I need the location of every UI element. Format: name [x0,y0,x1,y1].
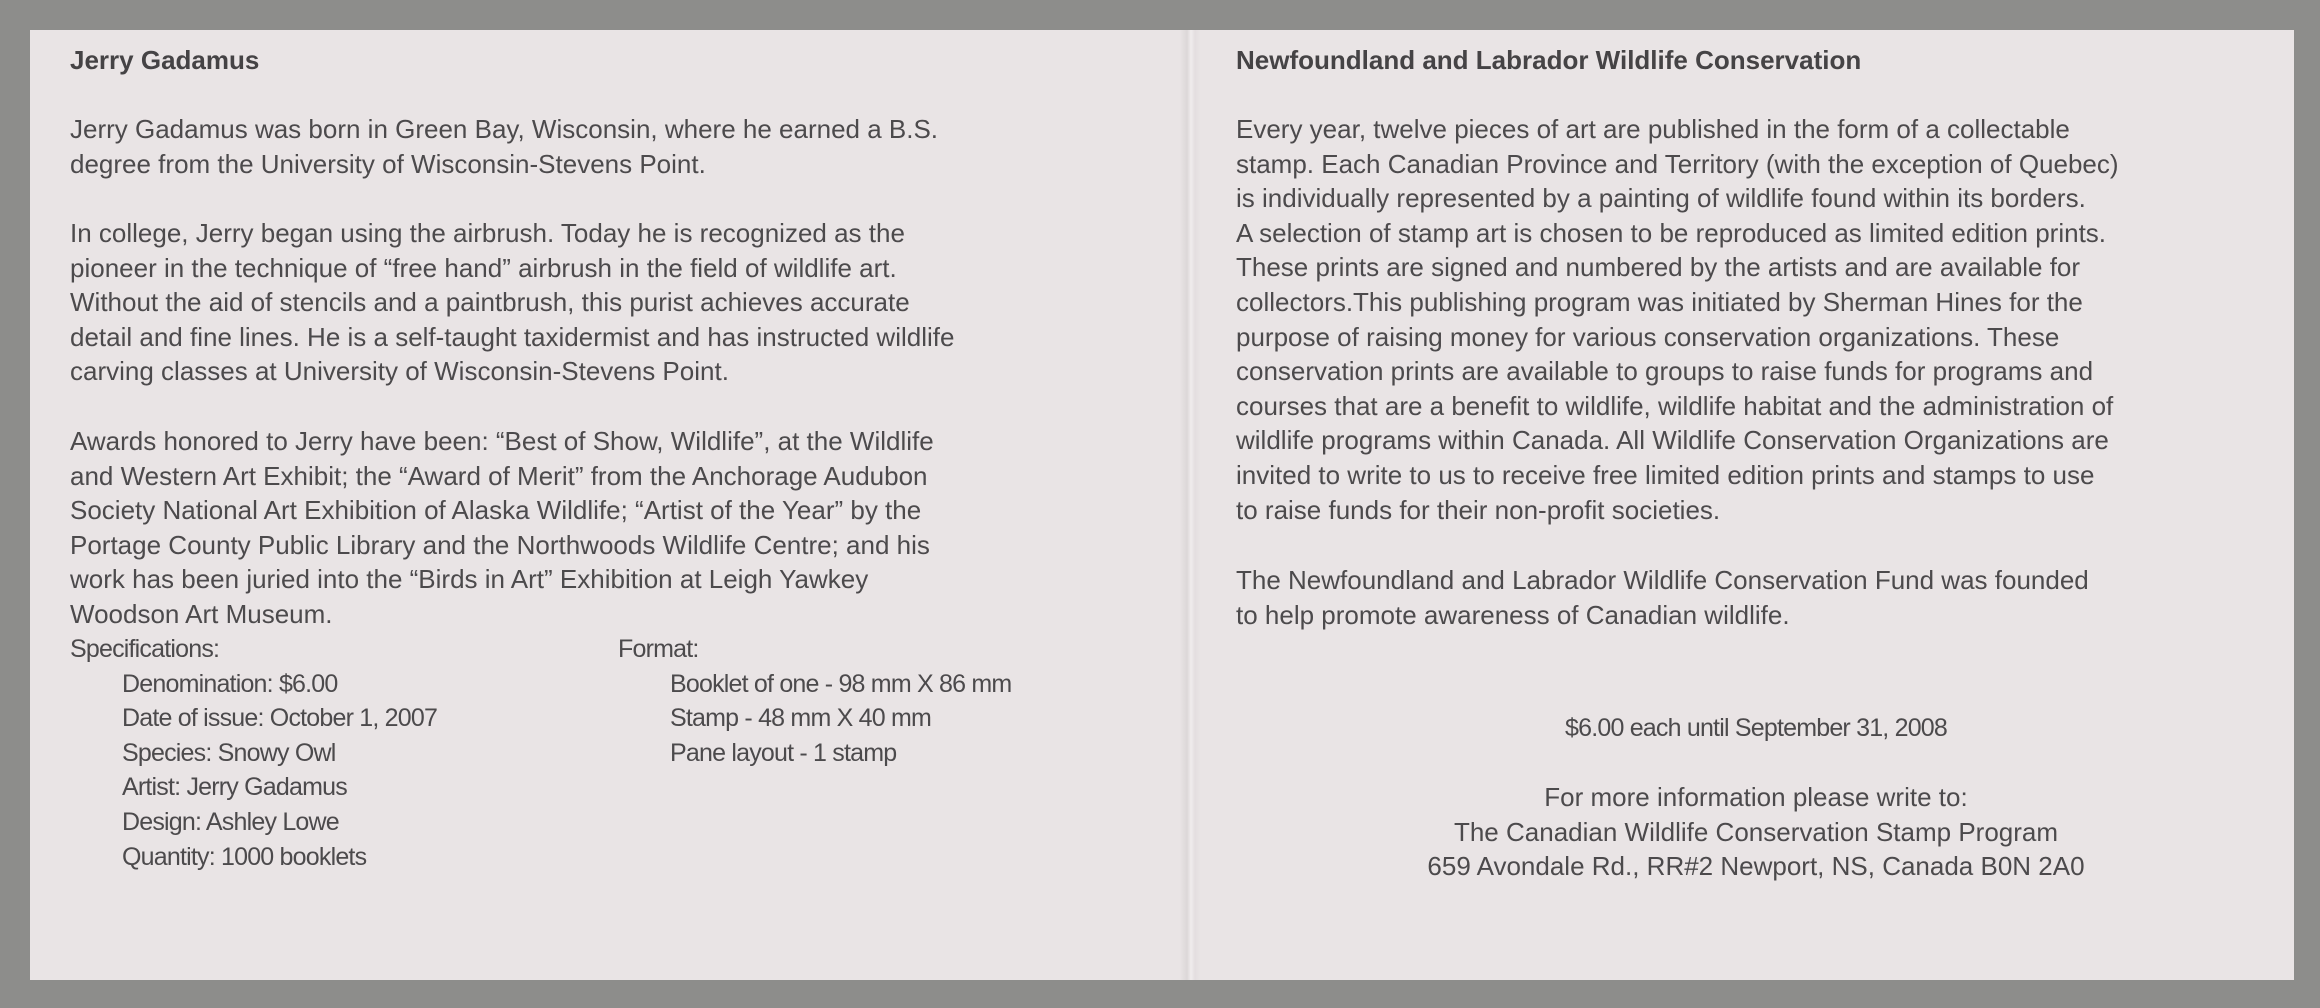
specifications-list [70,667,437,875]
bio-paragraph-technique: In college, Jerry began using the airbrush. Today he is recognized as the pioneer in the technique of “free hand” airbrush in the field of wildlife art. Without the aid of stencils and a paintbrush, this purist achieves accurate detail and fine lines. He is a self-taught taxidermist and has instructed wildlife carving classes at University of Wisconsin-Stevens Point. [70,218,955,387]
spec-species: Species: Snowy Owl [122,738,336,767]
spec-date-of-issue: Date of issue: October 1, 2007 [122,704,438,733]
contact-block [1236,780,2276,884]
spec-quantity: Quantity: 1000 booklets [122,842,367,871]
format-pane-layout: Pane layout - 1 stamp [670,738,897,767]
specifications-block [70,632,437,874]
format-booklet-size: Booklet of one - 98 mm X 86 mm [670,669,1012,698]
contact-address: 659 Avondale Rd., RR#2 Newport, NS, Canada B0N 2A0 [1427,851,2085,882]
format-list [618,667,1011,771]
bio-paragraph-awards: Awards honored to Jerry have been: “Best of Show, Wildlife”, at the Wildlife and Western Art Exhibit; the “Award of Merit” from the Anchorage Audubon Society National Art Exhibition of Alaska Wildlife; “Artist of the Year” by the Portage County Public Library and the Northwoods Wildlife Centre; and his work has been juried into the “Birds in Art” Exhibition at Leigh Yawkey Woodson Art Museum. [70,426,934,629]
spec-artist: Artist: Jerry Gadamus [122,773,347,802]
price-notice: $6.00 each until September 31, 2008 [1564,714,1948,742]
format-block [618,632,1011,770]
specifications-title: Specifications: [70,635,220,663]
right-panel [1236,30,2276,980]
spec-denomination: Denomination: $6.00 [122,669,338,698]
spec-design: Design: Ashley Lowe [122,807,339,836]
center-fold [1180,30,1200,980]
left-panel [70,30,1150,980]
bio-paragraph-birth: Jerry Gadamus was born in Green Bay, Wisconsin, where he earned a B.S. degree from the University of Wisconsin-Stevens Point. [70,114,939,179]
contact-intro: For more information please write to: [1544,782,1968,812]
conservation-paragraph-fund: The Newfoundland and Labrador Wildlife Conservation Fund was founded to help promote awareness of Canadian wildlife. [1236,565,2089,630]
format-stamp-size: Stamp - 48 mm X 40 mm [670,704,932,733]
artist-heading: Jerry Gadamus [70,45,260,75]
booklet-page [30,30,2294,980]
conservation-heading: Newfoundland and Labrador Wildlife Conservation [1236,45,1862,75]
conservation-paragraph-program: Every year, twelve pieces of art are published in the form of a collectable stamp. Each Canadian Province and Territory (with the exception of Quebec) is individually represented by a painting of wildlife found within its borders. A selection of stamp art is chosen to be reproduced as limited edition prints. These prints are signed and numbered by the artists and are available for collectors.This publishing program was initiated by Sherman Hines for the purpose of raising money for various conservation organizations. These conservation prints are available to groups to raise funds for programs and courses that are a benefit to wildlife, wildlife habitat and the administration of wildlife programs within Canada. All Wildlife Conservation Organizations are invited to write to us to receive free limited edition prints and stamps to use to raise funds for their non-profit societies. [1236,114,2119,525]
format-title: Format: [618,635,699,663]
contact-organization: The Canadian Wildlife Conservation Stamp Program [1453,816,2059,847]
